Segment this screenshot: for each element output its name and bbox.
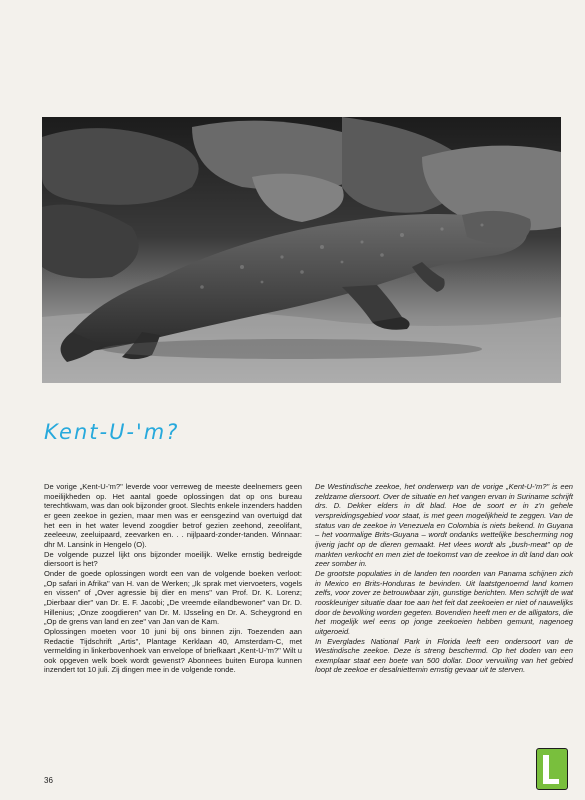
paragraph: De grootste populaties in de landen ten noorden van Panama schijnen zich in Mexico en Brits-Honduras te bevinden. Uit laatstgenoemd land komen zelfs, voor zover ze betrouwbaar zijn, gunstige berichten. Men schrijft de wat rooskleuriger situatie daar toe aan het feit dat zeekoeien er niet of nauwelijks door de bevolking worden gegeten. Bovendien heeft men er de alligators, die het mogelijk wel eens op jonge zeekoeien hebben gemunt, nagenoeg uitgeroeid. (315, 568, 573, 636)
paragraph: In Everglades National Park in Florida leeft een ondersoort van de Westindische zeekoe. Deze is streng beschermd. Op het doden van een exemplaar staat een boete van 500 dollar. Door vervuiling van het gebied loopt de zeekoe er desalniettemin ernstig gevaar uit te sterven. (315, 636, 573, 675)
salamander-photo (42, 117, 561, 383)
paragraph: De Westindische zeekoe, het onderwerp van de vorige „Kent-U-'m?" is een zeldzame diersoort. Over de situatie en het vangen ervan in Suriname schrijft drs. D. Dekker elders in dit blad. Hoe de soort er in z'n gehele verspreidingsgebied voor staat, is met geen mogelijkheid te zeggen. Van de status van de zeekoe in Venezuela en Colombia is niets bekend. In Guyana – het voormalige Brits-Guyana – wordt ondanks wettelijke bescherming nog ijverig jacht op de dieren gemaakt. Het vlees wordt als „bush-meat" op de markten verkocht en men ziet de toekomst van de zeekoe in dit land dan ook zeer somber in. (315, 482, 573, 569)
paragraph: De volgende puzzel lijkt ons bijzonder moeilijk. Welke ernstig bedreigde diersoort is het? (44, 549, 302, 569)
letter-l-logo-icon (543, 755, 549, 779)
article-title: Kent-U-'m? (44, 420, 180, 444)
publisher-badge-icon (536, 748, 568, 790)
paragraph: Onder de goede oplossingen wordt een van de volgende boeken verloot: „Op safari in Afrika" van H. van de Werken; „Ik sprak met viervoeters, vogels en vissen" of „Over agressie bij dier en mens" van Prof. Dr. K. Lorenz; „Dierbaar dier" van Dr. E. F. Jacobi; „De vreemde eilandbewoner" van Dr. D. Hillenius; „Onze zoogdieren" van Dr. M. IJsseling en Dr. A. Scheygrond en „Op de grens van land en zee" van Jan van de Kam. (44, 568, 302, 627)
right-column (315, 482, 573, 675)
left-column (44, 482, 302, 675)
paragraph: Oplossingen moeten voor 10 juni bij ons binnen zijn. Toezenden aan Redactie Tijdschrift „Artis", Plantage Kerklaan 40, Amsterdam-C, met vermelding in linkerbovenhoek van envelope of briefkaart „Kent-U-'m?" Wilt u ook opgeven welk boek wordt gewenst? Abonnees buiten Europa kunnen inzendert tot 10 juli. Zij dingen mee in de volgende ronde. (44, 626, 302, 675)
page-number: 36 (44, 776, 53, 785)
salamander-illustration (42, 117, 561, 383)
paragraph: De vorige „Kent-U-'m?" leverde voor verreweg de meeste deelnemers geen moeilijkheden op. Het aantal goede oplossingen dat op ons bureau terechtkwam, was dan ook bijzonder groot. Slechts enkele inzenders hadden er geen zeekoe in gezien, maar men was er eensgezind van overtuigd dat het een in het water levend zoogdier betrof gezien zeehond, zeeolifant, zeeleeuw, zeeluipaard, zeevarken en. . . nijlpaard-zonder-tanden. Winnaar: dhr M. Lansink in Hengelo (O). (44, 482, 302, 549)
